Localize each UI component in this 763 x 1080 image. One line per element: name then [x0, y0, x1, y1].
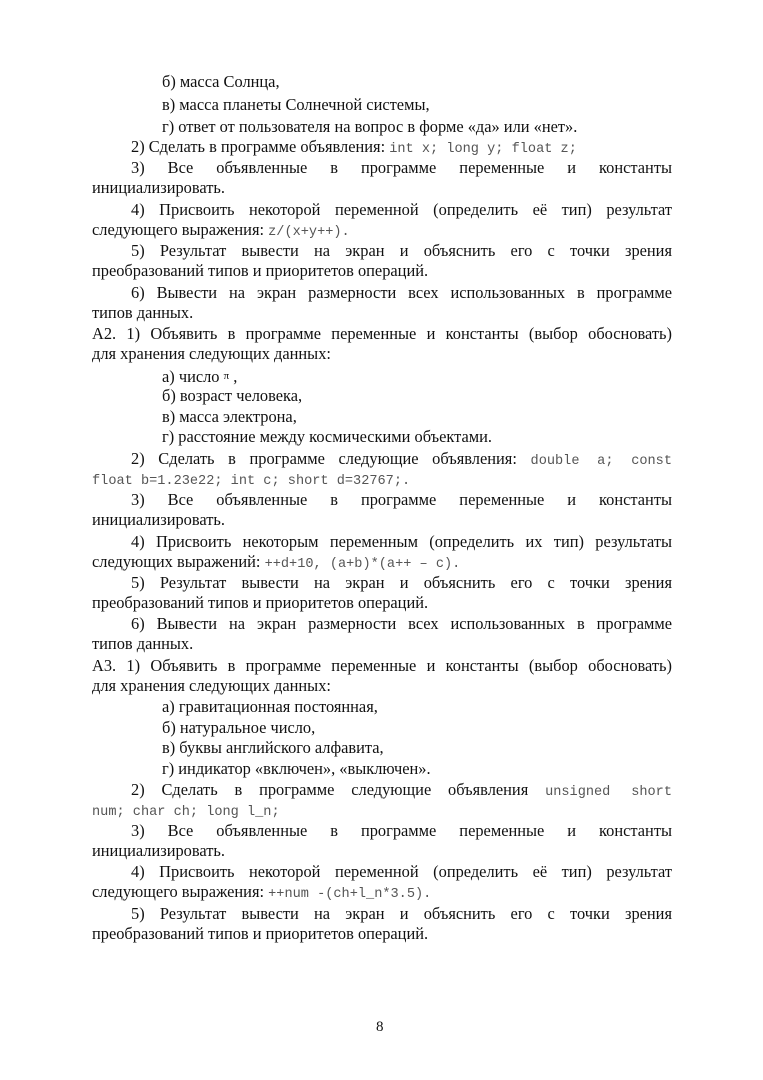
code-run: float b=1.23e22; int c; short d=32767;.: [92, 474, 411, 489]
list-item: г) ответ от пользователя на вопрос в форме «да» или «нет».: [162, 117, 578, 136]
code-run: int x; long y; float z;: [389, 142, 577, 157]
paragraph-line: преобразований типов и приоритетов операций.: [92, 924, 429, 943]
list-item: б) натуральное число,: [162, 718, 316, 737]
section-heading-a2: А2. 1) Объявить в программе переменные и константы (выбор обосновать): [92, 324, 672, 343]
code-run: num; char ch; long l_n;: [92, 805, 280, 820]
paragraph-line: [92, 882, 431, 905]
paragraph-line: для хранения следующих данных:: [92, 344, 331, 363]
page-number: 8: [376, 1019, 384, 1035]
list-item: в) буквы английского алфавита,: [162, 738, 384, 757]
paragraph-line: инициализировать.: [92, 510, 225, 529]
paragraph-line: инициализировать.: [92, 841, 225, 860]
paragraph-line: типов данных.: [92, 303, 194, 322]
list-item: [162, 366, 237, 387]
paragraph-line: [92, 220, 350, 243]
text-run: 2) Сделать в программе следующие объявления: [131, 780, 546, 799]
list-item: б) масса Солнца,: [162, 72, 280, 91]
list-item: а) гравитационная постоянная,: [162, 697, 378, 716]
section-heading-a3: А3. 1) Объявить в программе переменные и константы (выбор обосновать): [92, 656, 672, 675]
paragraph-line: [92, 469, 410, 492]
paragraph-line: 5) Результат вывести на экран и объяснить его с точки зрения: [131, 904, 672, 923]
paragraph-line: [92, 552, 460, 575]
code-run: double a; const: [530, 454, 672, 469]
paragraph-line: 3) Все объявленные в программе переменные и константы: [131, 490, 672, 509]
code-run: z/(x+y++).: [268, 225, 350, 240]
list-item: б) возраст человека,: [162, 386, 303, 405]
text-run: а) число: [162, 367, 224, 386]
paragraph-line: инициализировать.: [92, 178, 225, 197]
list-item: в) масса планеты Солнечной системы,: [162, 95, 430, 114]
text-run: следующего выражения:: [92, 882, 269, 901]
list-item: в) масса электрона,: [162, 407, 297, 426]
paragraph-line: [131, 137, 577, 160]
paragraph-line: 3) Все объявленные в программе переменные и константы: [131, 158, 672, 177]
paragraph-line: преобразований типов и приоритетов операций.: [92, 593, 429, 612]
code-run: ++d+10, (a+b)*(a++ – c).: [264, 557, 461, 572]
list-item: г) расстояние между космическими объектами.: [162, 427, 493, 446]
paragraph-line: для хранения следующих данных:: [92, 676, 331, 695]
code-run: unsigned short: [545, 785, 672, 800]
text-run: следующих выражений:: [92, 552, 265, 571]
list-item: г) индикатор «включен», «выключен».: [162, 759, 431, 778]
paragraph-line: преобразований типов и приоритетов операций.: [92, 261, 429, 280]
paragraph-line: 4) Присвоить некоторой переменной (определить её тип) результат: [131, 200, 672, 219]
paragraph-line: 6) Вывести на экран размерности всех использованных в программе: [131, 283, 672, 302]
paragraph-line: 4) Присвоить некоторым переменным (определить их тип) результаты: [131, 532, 672, 551]
code-run: ++num -(ch+l_n*3.5).: [268, 887, 432, 902]
text-run: 2) Сделать в программе объявления:: [131, 137, 390, 156]
paragraph-line: [92, 800, 280, 823]
paragraph-line: типов данных.: [92, 634, 194, 653]
paragraph-line: 5) Результат вывести на экран и объяснить его с точки зрения: [131, 573, 672, 592]
paragraph-line: 5) Результат вывести на экран и объяснить его с точки зрения: [131, 241, 672, 260]
paragraph-line: 6) Вывести на экран размерности всех использованных в программе: [131, 614, 672, 633]
text-run: ,: [229, 367, 238, 386]
paragraph-line: 4) Присвоить некоторой переменной (определить её тип) результат: [131, 862, 672, 881]
paragraph-line: 3) Все объявленные в программе переменные и константы: [131, 821, 672, 840]
text-run: 2) Сделать в программе следующие объявления:: [131, 449, 531, 468]
text-run: следующего выражения:: [92, 220, 269, 239]
pi-symbol: π: [223, 370, 230, 382]
